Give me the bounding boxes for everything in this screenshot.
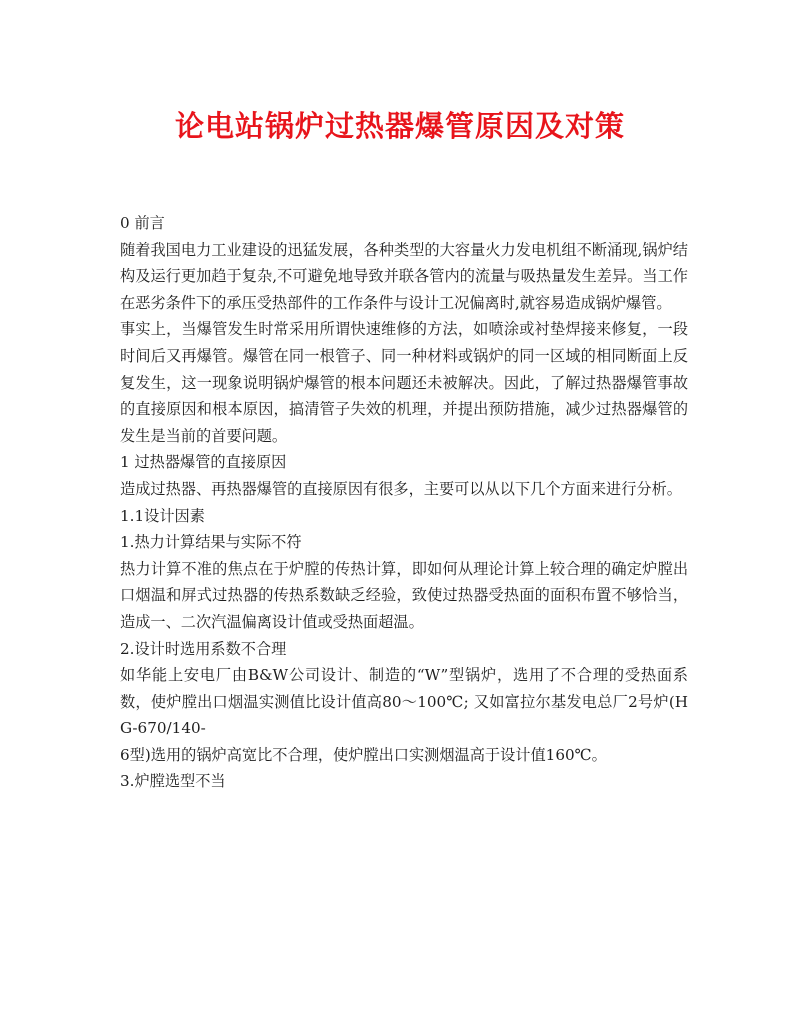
paragraph-coefficients-2: 6型)选用的锅炉高宽比不合理，使炉膛出口实测烟温高于设计值160℃。 <box>120 745 607 764</box>
paragraph-thermal-calc: 热力计算不准的焦点在于炉膛的传热计算，即如何从理论计算上较合理的确定炉膛出口烟温和屏式过热器的传热系数缺乏经验，致使过热器受热面的面积布置不够恰当，造成一、二次汽温偏离设计值或受热面超温。 <box>120 559 688 631</box>
heading-preface: 0 前言 <box>120 214 165 232</box>
heading-design-factors: 1.1设计因素 <box>120 506 205 525</box>
paragraph-coefficients-1: 如华能上安电厂由B&W公司设计、制造的“W”型锅炉，选用了不合理的受热面系数，使炉膛出口烟温实测值比设计值高80～100℃; 又如富拉尔基发电总厂2号炉(HG-670/140- <box>120 666 688 738</box>
subheading-thermal-calc: 1.热力计算结果与实际不符 <box>120 533 302 552</box>
subheading-furnace-selection: 3.炉膛选型不当 <box>120 772 226 791</box>
document-body <box>120 210 688 795</box>
paragraph-intro: 随着我国电力工业建设的迅猛发展，各种类型的大容量火力发电机组不断涌现,锅炉结构及运行更加趋于复杂,不可避免地导致并联各管内的流量与吸热量发生差异。当工作在恶劣条件下的承压受热部件的工作条件与设计工况偏离时,就容易造成锅炉爆管。 <box>120 240 688 312</box>
heading-direct-causes: 1 过热器爆管的直接原因 <box>120 453 287 472</box>
paragraph-causes-overview: 造成过热器、再热器爆管的直接原因有很多，主要可以从以下几个方面来进行分析。 <box>120 479 682 498</box>
paragraph-repair: 事实上，当爆管发生时常采用所谓快速维修的方法，如喷涂或衬垫焊接来修复，一段时间后又再爆管。爆管在同一根管子、同一种材料或锅炉的同一区域的相同断面上反复发生，这一现象说明锅炉爆管的根本问题还未被解决。因此，了解过热器爆管事故的直接原因和根本原因，搞清管子失效的机理，并提出预防措施，减少过热器爆管的发生是当前的首要问题。 <box>120 320 688 445</box>
document-title: 论电站锅炉过热器爆管原因及对策 <box>174 109 625 143</box>
subheading-coefficients: 2.设计时选用系数不合理 <box>120 639 287 658</box>
